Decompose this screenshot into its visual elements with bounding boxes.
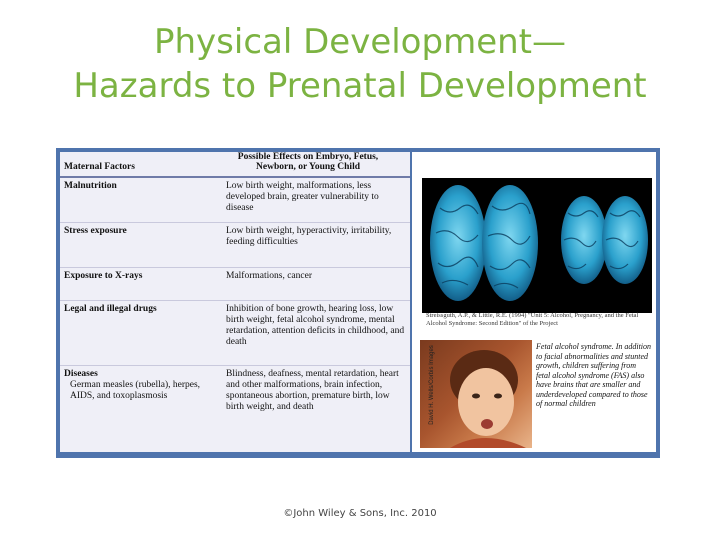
brain-comparison-image	[422, 178, 652, 313]
table-row	[60, 301, 410, 366]
row-effects: Low birth weight, hyperactivity, irritability, feeding difficulties	[226, 226, 392, 247]
child-face-illustration	[420, 340, 532, 448]
row-factor: Stress exposure	[64, 226, 127, 236]
row-effects: Inhibition of bone growth, hearing loss, low birth weight, fetal alcohol syndrome, mental retardation, attention deficits in childhood, and death	[226, 304, 405, 347]
table-row	[60, 366, 410, 450]
table-header	[60, 152, 410, 178]
row-factor: Exposure to X-rays	[64, 271, 143, 281]
row-effects: Low birth weight, malformations, less developed brain, greater vulnerability to disease	[226, 181, 379, 213]
copyright-footer: ©John Wiley & Sons, Inc. 2010	[283, 508, 437, 519]
row-effects: Malformations, cancer	[226, 271, 312, 281]
table-row	[60, 268, 410, 301]
title-line-2: Hazards to Prenatal Development	[73, 66, 647, 106]
slide-title	[0, 20, 720, 108]
row-factor-detail: German measles (rubella), herpes, AIDS, and toxoplasmosis	[70, 380, 201, 401]
brain-image-credit: Streissguth, A.P., & Little, R.E. (1994) "Unit 5: Alcohol, Pregnancy, and the Fetal Alcohol Syndrome: Second Edition" of the Project	[426, 312, 639, 327]
row-factor: Diseases German measles (rubella), herpes, AIDS, and toxoplasmosis	[64, 369, 204, 402]
header-maternal-factors: Maternal Factors	[64, 162, 135, 172]
child-photo	[420, 340, 532, 448]
row-factor: Legal and illegal drugs	[64, 304, 157, 314]
table-row	[60, 223, 410, 268]
figure-area	[412, 152, 656, 452]
row-effects: Blindness, deafness, mental retardation, heart and other malformations, brain infection, spontaneous abortion, premature birth, low birth weight, and death	[226, 369, 399, 412]
title-line-1: Physical Development—	[153, 22, 566, 62]
header-possible-effects: Possible Effects on Embryo, Fetus, Newborn, or Young Child	[237, 152, 379, 172]
figure-caption: Fetal alcohol syndrome. In addition to facial abnormalities and stunted growth, children suffering from fetal alcohol syndrome (FAS) also have brains that are smaller and underdeveloped compared to those of normal children	[536, 342, 652, 408]
table-row	[60, 178, 410, 223]
photo-credit: David H. Wells/Corbis Images	[429, 345, 435, 425]
hazards-table	[60, 152, 410, 452]
row-factor: Malnutrition	[64, 181, 117, 191]
